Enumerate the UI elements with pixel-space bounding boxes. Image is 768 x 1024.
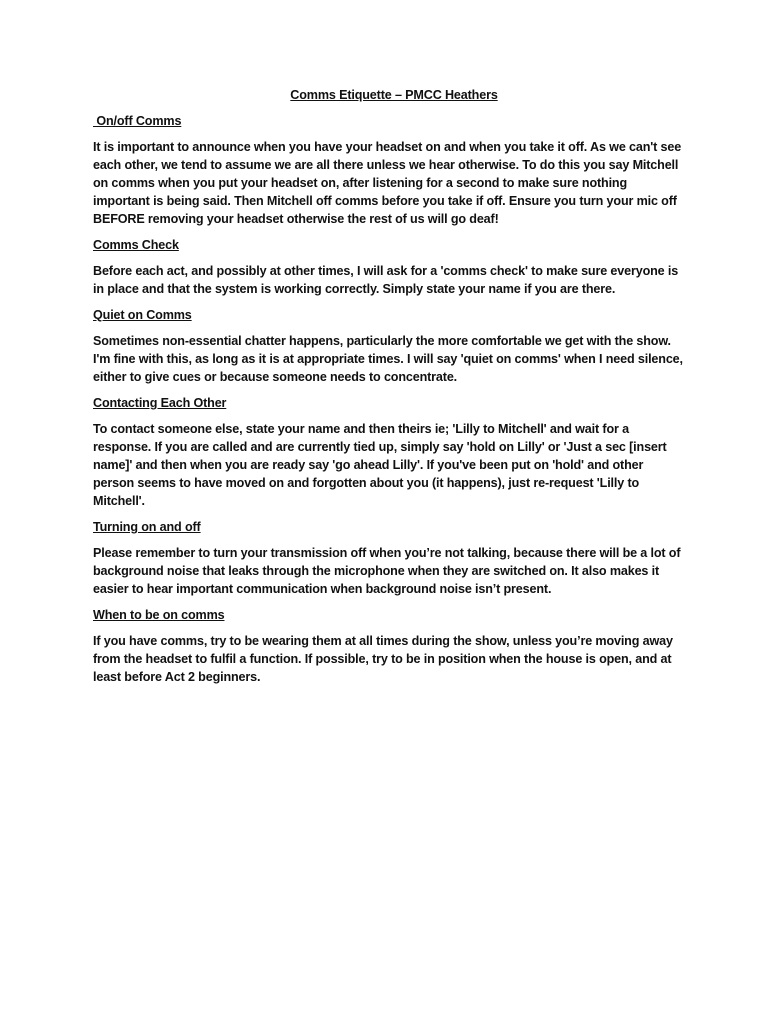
- section-body-on-off-comms: It is important to announce when you have your headset on and when you take it off. As we can't see each other, we tend to assume we are all there unless we hear otherwise. To do this you say Mitchell on comms when you put your headset on, after listening for a second to make sure nothing important is being said. Then Mitchell off comms before you take if off. Ensure you turn your mic off BEFORE removing your headset otherwise the rest of us will go deaf!: [93, 140, 682, 226]
- section-heading-quiet-on-comms: Quiet on Comms: [93, 308, 192, 322]
- section-heading-when-to-be-on-comms: When to be on comms: [93, 608, 225, 622]
- section-heading-contacting-each-other: Contacting Each Other: [93, 396, 227, 410]
- document-title: Comms Etiquette – PMCC Heathers: [290, 88, 498, 102]
- document-page: [93, 86, 683, 694]
- section-heading-on-off-comms: On/off Comms: [93, 114, 182, 128]
- section-heading-turning-on-and-off: Turning on and off: [93, 520, 201, 534]
- section-body-when-to-be-on-comms: If you have comms, try to be wearing them at all times during the show, unless you’re moving away from the headset to fulfil a function. If possible, try to be in position when the house is open, and at least before Act 2 beginners.: [93, 634, 673, 684]
- section-body-quiet-on-comms: Sometimes non-essential chatter happens, particularly the more comfortable we get with the show. I'm fine with this, as long as it is at appropriate times. I will say 'quiet on comms' when I need silence, either to give cues or because someone needs to concentrate.: [93, 334, 683, 384]
- section-body-turning-on-and-off: Please remember to turn your transmission off when you’re not talking, because there will be a lot of background noise that leaks through the microphone when they are switched on. It also makes it easier to hear important communication when background noise isn’t present.: [93, 546, 681, 596]
- section-heading-comms-check: Comms Check: [93, 238, 179, 252]
- section-body-comms-check: Before each act, and possibly at other times, I will ask for a 'comms check' to make sure everyone is in place and that the system is working correctly. Simply state your name if you are there.: [93, 264, 679, 296]
- section-body-contacting-each-other: To contact someone else, state your name and then theirs ie; 'Lilly to Mitchell' and wait for a response. If you are called and are currently tied up, simply say 'hold on Lilly' or 'Just a sec [insert name]' and then when you are ready say 'go ahead Lilly'. If you've been put on 'hold' and other person seems to have moved on and forgotten about you (it happens), just re-request 'Lilly to Mitchell'.: [93, 422, 667, 508]
